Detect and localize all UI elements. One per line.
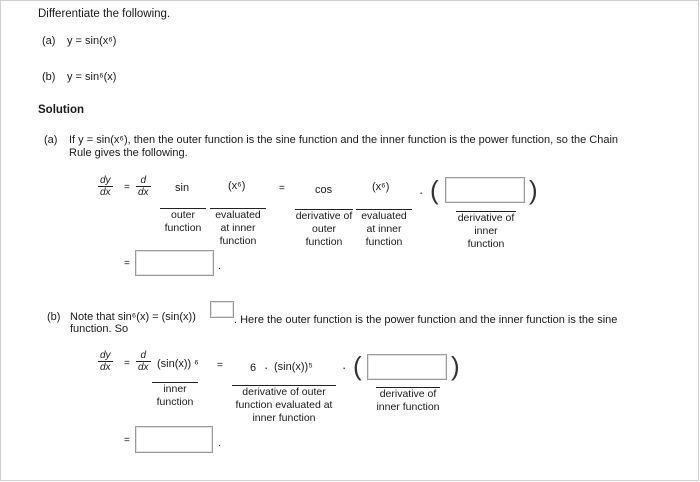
sol-a-intro-line2: Rule gives the following. (69, 147, 188, 159)
label-outer-function: outer function (160, 208, 206, 235)
period: . (218, 437, 222, 449)
inner-term-2: (x⁶) (372, 181, 390, 193)
sol-a-intro-line1: If y = sin(x⁶), then the outer function is the sine function and the inner function is the power function, so the Chain (69, 134, 619, 146)
part-a-label: (a) (42, 35, 56, 47)
d-dx-operator-b: $\frac{d}{dx}$ (138, 350, 149, 373)
left-paren: ( (430, 175, 439, 205)
answer-box-b-final[interactable] (135, 426, 213, 453)
equals-sign: = (124, 358, 130, 369)
answer-box-a-derivative-inner[interactable] (445, 177, 525, 203)
label-evaluated-inner: evaluated at inner function (210, 208, 266, 248)
sol-b-label: (b) (47, 311, 61, 323)
cos-term: cos (315, 184, 333, 196)
coefficient-six: 6 (250, 362, 257, 374)
sol-b-intro-line2: function. So (70, 323, 129, 335)
period: . (218, 260, 222, 272)
dy-dx-fraction-b: $\frac{dy}{dx}$ (100, 350, 111, 373)
sin-term: sin (175, 182, 190, 194)
multiply-dot: · (419, 185, 424, 200)
sol-a-label: (a) (44, 134, 58, 146)
part-b-expr: y = sin⁶(x) (67, 71, 117, 83)
equals-sign: = (124, 258, 130, 269)
answer-box-b-exponent[interactable] (210, 301, 234, 318)
d-dx-operator-a: $\frac{d}{dx}$ (138, 175, 149, 198)
dy-dx-fraction-a: $\frac{dy}{dx}$ (100, 175, 111, 198)
left-paren: ( (353, 351, 362, 381)
label-evaluated-inner-2: evaluated at inner function (356, 209, 412, 249)
sin-x-power-5: (sin(x))⁵ (274, 361, 313, 373)
label-derivative-inner: derivative of inner function (376, 388, 440, 413)
sol-b-intro-pre: Note that sin⁶(x) = (sin(x)) (70, 311, 196, 323)
equals-sign: = (124, 182, 130, 193)
right-paren: ) (451, 351, 460, 381)
equals-sign: = (279, 183, 285, 194)
label-inner-function: inner function (152, 382, 198, 409)
inner-term-1: (x⁶) (228, 180, 246, 192)
label-derivative-outer-evaluated: derivative of outer function evaluated at inner function (232, 385, 336, 425)
label-derivative-inner: derivative of inner function (457, 212, 515, 250)
equals-sign: = (124, 435, 130, 446)
equals-sign: = (217, 360, 223, 371)
label-derivative-outer: derivative of outer function (295, 210, 353, 248)
multiply-dot: · (264, 360, 269, 375)
sol-b-intro-post: . Here the outer function is the power function and the inner function is the sine (234, 314, 618, 326)
part-b-label: (b) (42, 71, 56, 83)
solution-heading: Solution (38, 104, 84, 116)
sin-x-power-6: (sin(x)) ⁶ (157, 358, 199, 370)
right-paren: ) (529, 175, 538, 205)
prompt: Differentiate the following. (38, 8, 171, 20)
answer-box-a-final[interactable] (135, 250, 214, 276)
multiply-dot: · (342, 360, 347, 375)
answer-box-b-derivative-inner[interactable] (367, 354, 447, 380)
part-a-expr: y = sin(x⁶) (67, 35, 117, 47)
